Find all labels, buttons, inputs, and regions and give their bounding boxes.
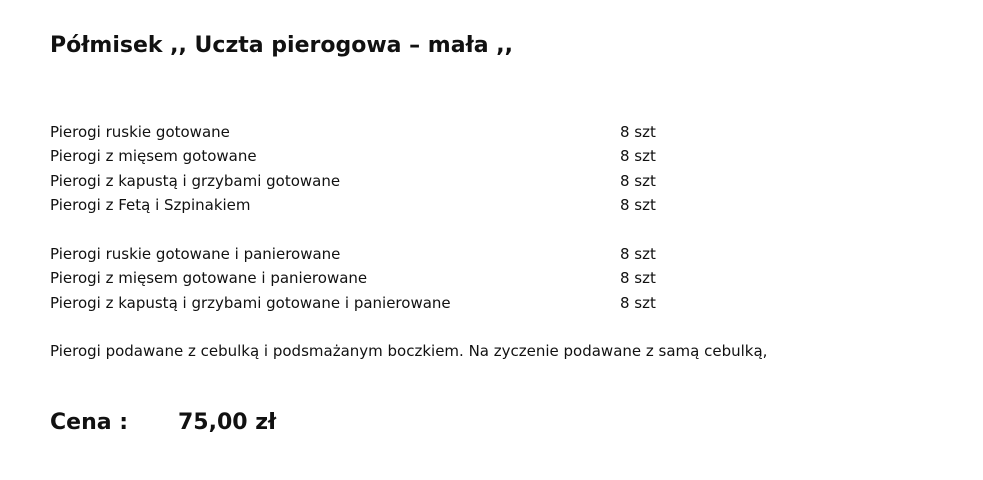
pierogi-breaded-list	[50, 242, 690, 315]
item-quantity: 8 szt	[620, 245, 656, 263]
item-name: Pierogi z Fetą i Szpinakiem	[50, 196, 251, 215]
pierogi-boiled-list	[50, 120, 690, 218]
item-quantity: 8 szt	[620, 196, 656, 215]
item-quantity: 8 szt	[620, 269, 656, 288]
item-name: Pierogi ruskie gotowane	[50, 123, 230, 141]
menu-title: Półmisek ,, Uczta pierogowa – mała ,,	[50, 33, 513, 58]
item-name: Pierogi z kapustą i grzybami gotowane	[50, 171, 341, 190]
item-name: Pierogi z mięsem gotowane i panierowane	[50, 269, 368, 288]
item-quantity: 8 szt	[620, 123, 656, 141]
list-item	[50, 169, 690, 193]
price-line	[50, 410, 277, 435]
item-quantity: 8 szt	[620, 171, 656, 190]
item-name: Pierogi z mięsem gotowane	[50, 147, 257, 166]
price-label: Cena :	[50, 410, 129, 435]
list-item	[50, 120, 690, 144]
item-quantity: 8 szt	[620, 293, 656, 312]
item-name: Pierogi z kapustą i grzybami gotowane i panierowane	[50, 293, 451, 312]
item-quantity: 8 szt	[620, 147, 656, 166]
serving-note: Pierogi podawane z cebulką i podsmażanym boczkiem. Na zyczenie podawane z samą cebulką,	[50, 342, 768, 360]
list-item	[50, 291, 690, 315]
list-item	[50, 266, 690, 290]
price-value: 75,00 zł	[178, 410, 277, 435]
list-item	[50, 193, 690, 217]
item-name: Pierogi ruskie gotowane i panierowane	[50, 245, 341, 263]
list-item	[50, 242, 690, 266]
list-item	[50, 144, 690, 168]
